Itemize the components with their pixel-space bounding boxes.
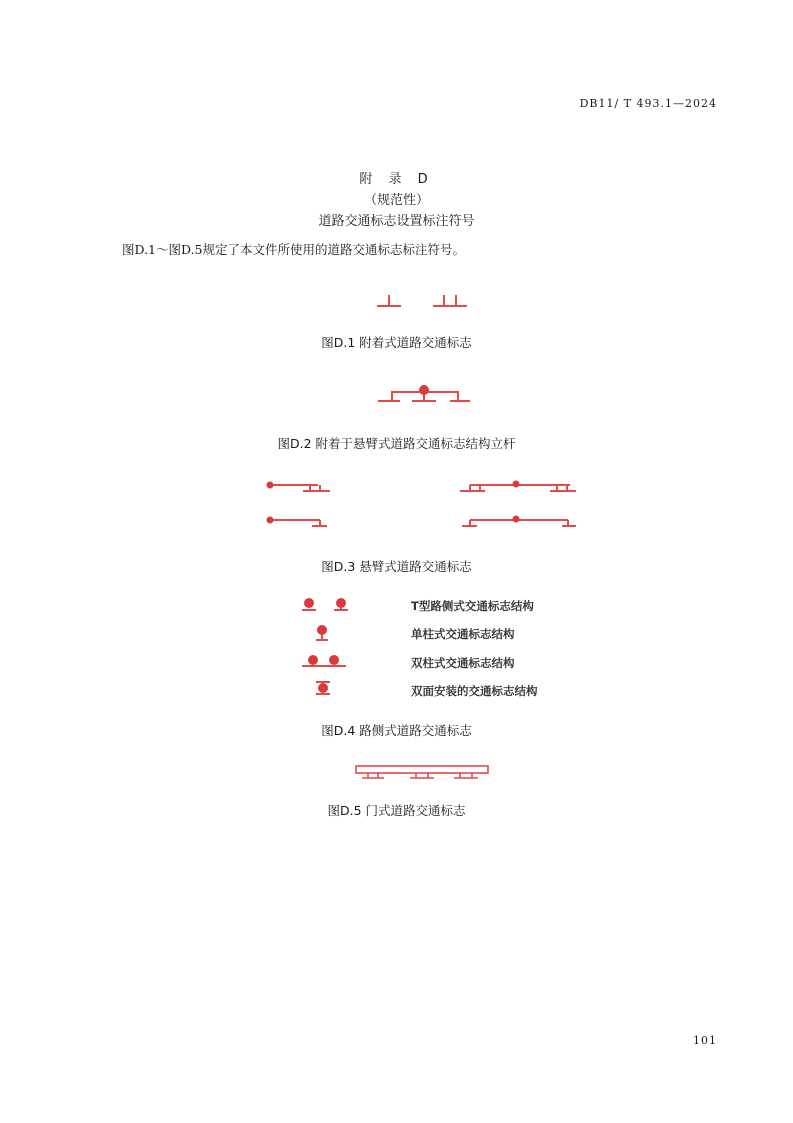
figure-d3-symbols <box>0 476 793 536</box>
caption-d1: 图D.1 附着式道路交通标志 <box>321 335 472 350</box>
double-column-symbol <box>302 655 346 666</box>
appendix-label: 附 录 D <box>359 172 434 187</box>
figure-d2-symbol <box>0 382 793 412</box>
cantilever-single-double-panel <box>267 482 331 492</box>
legend-double-sided: 双面安装的交通标志结构 <box>411 684 538 698</box>
attached-sign-symbol-double <box>433 295 467 306</box>
post-dot <box>419 385 429 395</box>
caption-d2: 图D.2 附着于悬臂式道路交通标志结构立杆 <box>277 436 516 451</box>
single-column-symbol <box>316 625 328 640</box>
caption-d3: 图D.3 悬臂式道路交通标志 <box>321 559 472 574</box>
page-number: 101 <box>693 1034 717 1047</box>
appendix-normative: （规范性） <box>363 193 429 208</box>
figure-d4-symbols <box>0 590 793 700</box>
figure-d1-symbols <box>0 292 793 312</box>
cantilever-double-arm-double-panel <box>460 481 576 492</box>
cantilever-double-arm-wide-panel <box>462 516 576 527</box>
legend-single-column: 单柱式交通标志结构 <box>411 627 515 641</box>
legend-double-column: 双柱式交通标志结构 <box>411 656 515 670</box>
cantilever-single-wide-panel <box>267 517 328 527</box>
attached-sign-symbol-single <box>377 295 401 306</box>
standard-code: DB11/ T 493.1—2024 <box>579 97 717 110</box>
t-type-roadside-symbol <box>302 598 348 610</box>
legend-t-type: T型路侧式交通标志结构 <box>411 599 534 613</box>
caption-d5: 图D.5 门式道路交通标志 <box>327 803 466 818</box>
figure-d5-symbol <box>0 764 793 786</box>
double-sided-symbol <box>316 682 330 694</box>
caption-d4: 图D.4 路侧式道路交通标志 <box>321 723 472 738</box>
appendix-title: 道路交通标志设置标注符号 <box>318 214 475 229</box>
intro-paragraph: 图D.1～图D.5规定了本文件所使用的道路交通标志标注符号。 <box>122 242 466 257</box>
